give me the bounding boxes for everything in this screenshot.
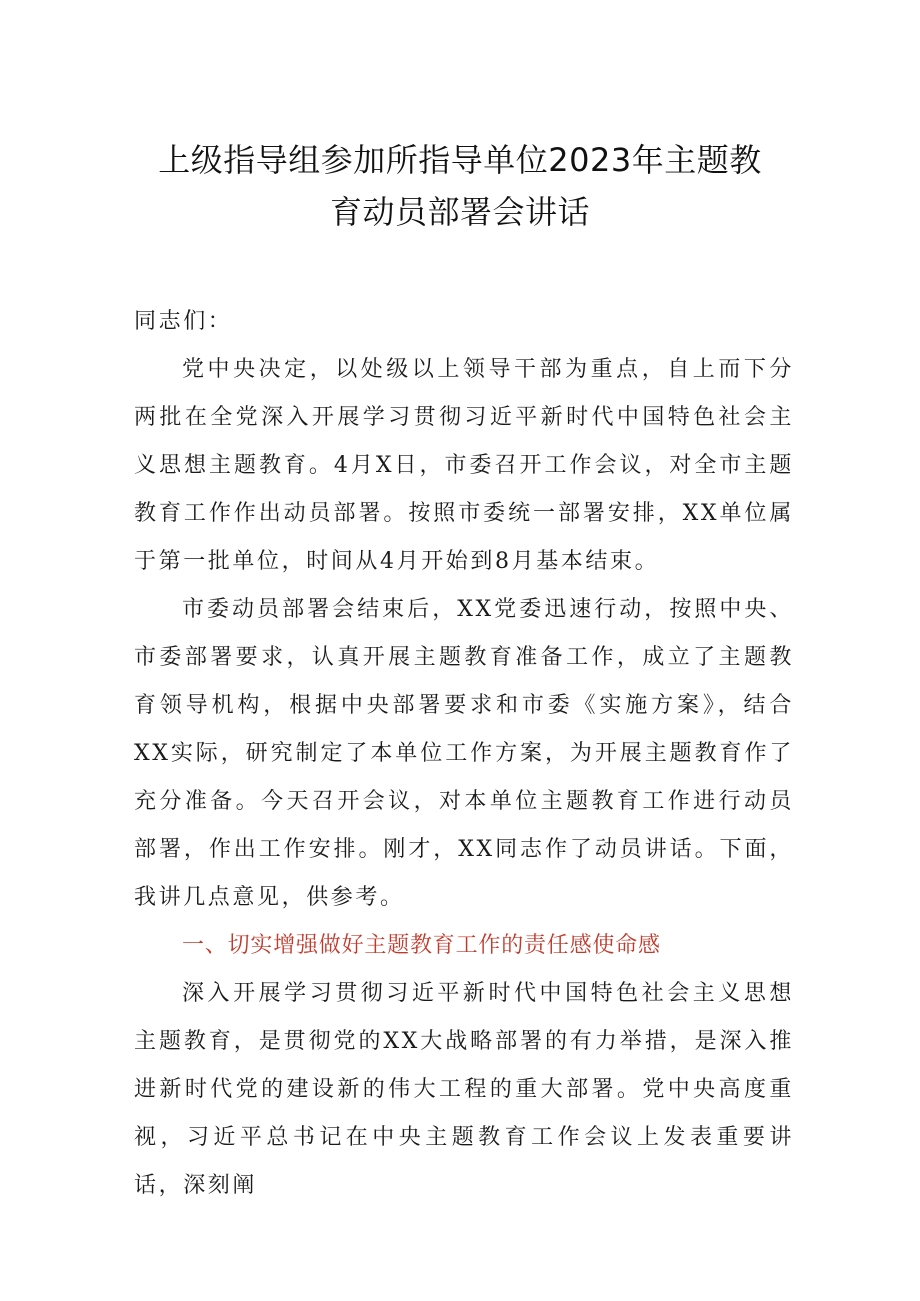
document-title-line-2: 育动员部署会讲话 [329,193,590,231]
document-title-line-1: 上级指导组参加所指导单位2023年主题教 [158,141,762,179]
paragraph-preparation: 市委动员部署会结束后，XX党委迅速行动，按照中央、市委部署要求，认真开展主题教育准备工作，成立了主题教育领导机构，根据中央部署要求和市委《实施方案》，结合XX实际，研究制定了本单位工作方案，为开展主题教育作了充分准备。今天召开会议，对本单位主题教育工作进行动员部署，作出工作安排。刚才，XX同志作了动员讲话。下面，我讲几点意见，供参考。 [134,597,794,910]
section-paragraph: 深入开展学习贯彻习近平新时代中国特色社会主义思想主题教育，是贯彻党的XX大战略部署的有力举措，是深入推进新时代党的建设新的伟大工程的重大部署。党中央高度重视，习近平总书记在中央主题教育工作会议上发表重要讲话，深刻阐 [134,981,794,1198]
section-heading: 一、切实增强做好主题教育工作的责任感使命感 [182,933,661,958]
greeting: 同志们： [134,309,233,334]
document-body [134,298,794,1210]
paragraph-intro: 党中央决定，以处级以上领导干部为重点，自上而下分两批在全党深入开展学习贯彻习近平新时代中国特色社会主义思想主题教育。4月X日，市委召开工作会议，对全市主题教育工作作出动员部署。按照市委统一部署安排，XX单位属于第一批单位，时间从4月开始到8月基本结束。 [134,357,794,574]
